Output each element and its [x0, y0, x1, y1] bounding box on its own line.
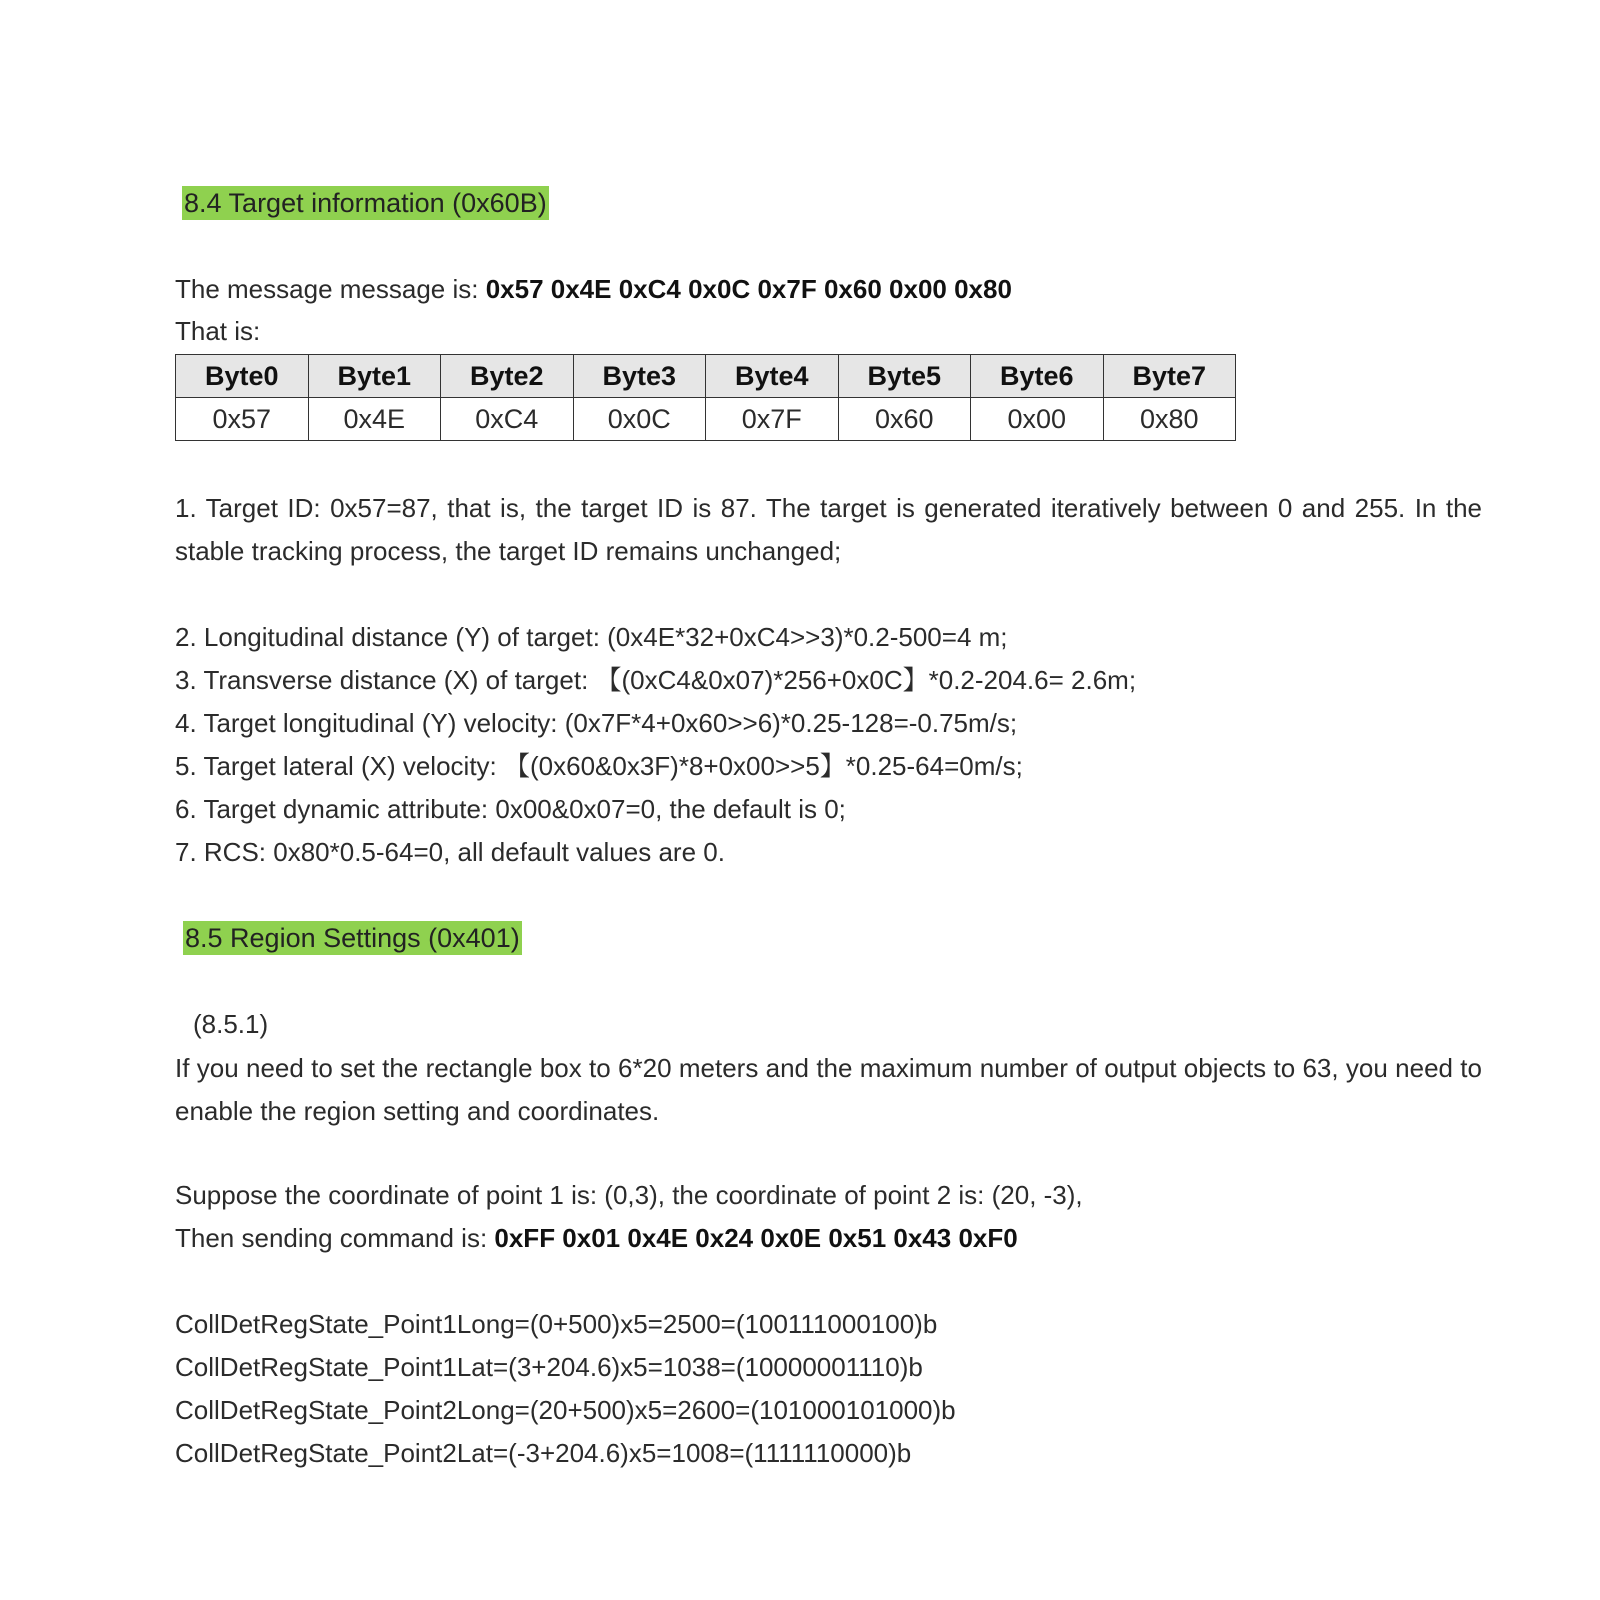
message-label: The message message is:: [175, 274, 486, 304]
byte-header: Byte6: [971, 355, 1104, 398]
list-item: 7. RCS: 0x80*0.5-64=0, all default values are 0.: [175, 837, 725, 867]
suppose-line: Suppose the coordinate of point 1 is: (0,3), the coordinate of point 2 is: (20, -3),: [175, 1180, 1083, 1210]
byte-header: Byte4: [706, 355, 839, 398]
message-bytes: 0x57 0x4E 0xC4 0x0C 0x7F 0x60 0x00 0x80: [485, 274, 1012, 304]
byte-header: Byte7: [1103, 355, 1236, 398]
section-heading-8-4: 8.4 Target information (0x60B): [184, 188, 547, 218]
byte-value: 0x00: [971, 398, 1104, 441]
byte-value: 0x7F: [706, 398, 839, 441]
byte-value: 0x57: [176, 398, 309, 441]
byte-header: Byte5: [838, 355, 971, 398]
list-item: 2. Longitudinal distance (Y) of target: (0x4E*32+0xC4>>3)*0.2-500=4 m;: [175, 622, 1008, 652]
calc-line: CollDetRegState_Point2Long=(20+500)x5=2600=(101000101000)b: [175, 1395, 956, 1425]
calc-line: CollDetRegState_Point1Lat=(3+204.6)x5=1038=(10000001110)b: [175, 1352, 923, 1382]
list-item: 3. Transverse distance (X) of target: 【(0xC4&0x07)*256+0x0C】*0.2-204.6= 2.6m;: [175, 665, 1137, 695]
byte-value: 0x4E: [308, 398, 441, 441]
subsection-label: (8.5.1): [193, 1009, 269, 1039]
byte-value: 0xC4: [441, 398, 574, 441]
list-item: 6. Target dynamic attribute: 0x00&0x07=0, the default is 0;: [175, 794, 846, 824]
command-line: [175, 1221, 1018, 1255]
byte-table-value-row: [176, 398, 1236, 441]
section-heading-8-5: 8.5 Region Settings (0x401): [185, 923, 520, 953]
byte-header: Byte0: [176, 355, 309, 398]
byte-value: 0x0C: [573, 398, 706, 441]
byte-header: Byte3: [573, 355, 706, 398]
list-item: 5. Target lateral (X) velocity: 【(0x60&0x3F)*8+0x00>>5】*0.25-64=0m/s;: [175, 751, 1023, 781]
byte-header: Byte2: [441, 355, 574, 398]
region-paragraph: If you need to set the rectangle box to 6*20 meters and the maximum number of output objects to 63, you need to enable the region setting and coordinates.: [175, 1053, 1482, 1126]
command-label: Then sending command is:: [175, 1223, 495, 1253]
that-is-label: That is:: [175, 316, 261, 346]
calc-line: CollDetRegState_Point2Lat=(-3+204.6)x5=1008=(1111110000)b: [175, 1438, 912, 1468]
command-bytes: 0xFF 0x01 0x4E 0x24 0x0E 0x51 0x43 0xF0: [494, 1223, 1018, 1253]
calc-line: CollDetRegState_Point1Long=(0+500)x5=2500=(100111000100)b: [175, 1309, 938, 1339]
list-item: 4. Target longitudinal (Y) velocity: (0x7F*4+0x60>>6)*0.25-128=-0.75m/s;: [175, 708, 1018, 738]
message-line: [175, 272, 1012, 306]
target-id-paragraph: 1. Target ID: 0x57=87, that is, the target ID is 87. The target is generated iteratively between 0 and 255. In the stable tracking process, the target ID remains unchanged;: [175, 493, 1482, 566]
byte-value: 0x80: [1103, 398, 1236, 441]
byte-table-header-row: [176, 355, 1236, 398]
byte-table: [175, 354, 1236, 441]
byte-header: Byte1: [308, 355, 441, 398]
byte-value: 0x60: [838, 398, 971, 441]
